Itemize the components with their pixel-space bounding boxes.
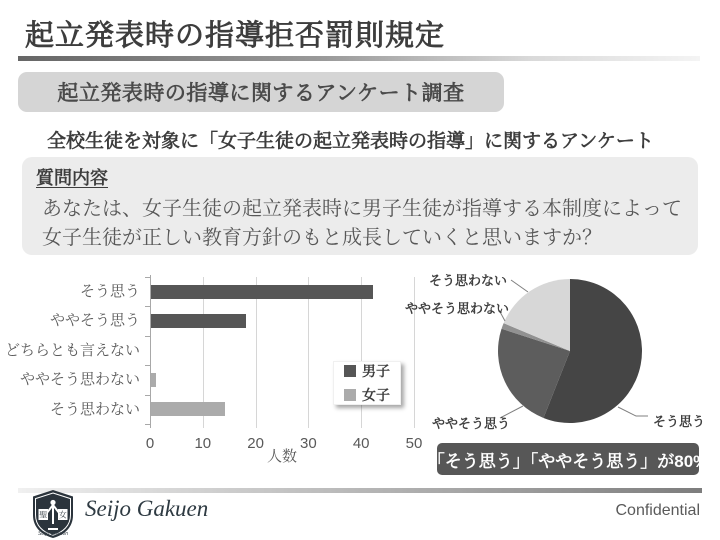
pie-leader-agree [618,407,648,416]
bar-3 [151,373,156,387]
question-line-2: 女子生徒が正しい教育方針のもと成長していくと思いますか？ [42,227,602,249]
legend-label: 女子 [362,387,390,403]
bar-y-axis-tick [145,365,150,366]
bar-xtick-label: 40 [352,435,370,452]
bar-gridline [256,277,257,428]
conclusion-banner [427,443,709,475]
pie-label-somewhat-disagree: ややそう思わない [405,301,510,316]
crest-kanji-right: 女 [58,510,67,520]
title-divider [18,56,700,61]
bar-y-axis-tick [145,306,150,307]
bar-category-label: ややそう思う [49,312,140,330]
pie-label-somewhat-agree: ややそう思う [432,416,511,431]
bar-xtick-label: 30 [300,435,317,452]
question-line-1: あなたは、女子生徒の起立発表時に男子生徒が指導する本制度によって [42,198,682,220]
pie-label-agree: そう思う [653,414,706,429]
pie-slices [498,279,642,423]
bar-x-axis-title: 人数 [266,448,297,465]
legend-swatch [344,365,356,377]
crest-caption: Seijo Gakuen [37,531,69,537]
legend-item [344,385,400,405]
subtitle-banner [18,72,504,112]
bar-0 [151,285,373,299]
bar-xtick-label: 50 [405,435,423,452]
footer-divider [18,488,702,493]
conclusion-text: 「そう思う」「ややそう思う」が80% [427,451,709,471]
pie-label-disagree: そう思わない [429,273,508,288]
bar-category-label: そう思う [79,283,140,300]
crest-kanji-left: 聖 [39,510,48,520]
bar-y-axis-tick [145,277,150,278]
bar-chart [0,262,432,472]
survey-statement: 全校生徒を対象に「女子生徒の起立発表時の指導」に関するアンケート [47,131,654,152]
bar-xtick-label: 10 [194,435,212,452]
bar-category-labels [0,277,145,424]
bar-category-label: ややそう思わない [19,371,140,389]
question-box [22,157,698,255]
legend-swatch [344,389,356,401]
page-title: 起立発表時の指導拒否罰則規定 [25,20,446,52]
bar-xtick-label: 0 [145,435,155,452]
pie-chart [405,258,715,438]
bar-y-axis-tick [145,424,150,425]
school-name: Seijo Gakuen [85,496,209,521]
legend-label: 男子 [362,363,390,379]
bar-y-axis-tick [145,336,150,337]
question-body [42,195,684,253]
bar-category-label: そう思わない [49,400,140,418]
bar-gridline [308,277,309,428]
bar-category-label: どちらとも言えない [4,341,140,359]
bar-y-axis-tick [145,395,150,396]
pie-leader-disagree [511,280,528,292]
bar-4 [151,402,225,416]
confidential-label: Confidential [615,502,700,519]
legend-item [344,361,400,381]
bar-gridline [361,277,362,428]
bar-legend [333,361,401,405]
bar-1 [151,314,246,328]
subtitle-text: 起立発表時の指導に関するアンケート調査 [57,82,465,105]
question-heading: 質問内容 [36,168,108,188]
bar-xtick-label: 20 [247,435,264,452]
